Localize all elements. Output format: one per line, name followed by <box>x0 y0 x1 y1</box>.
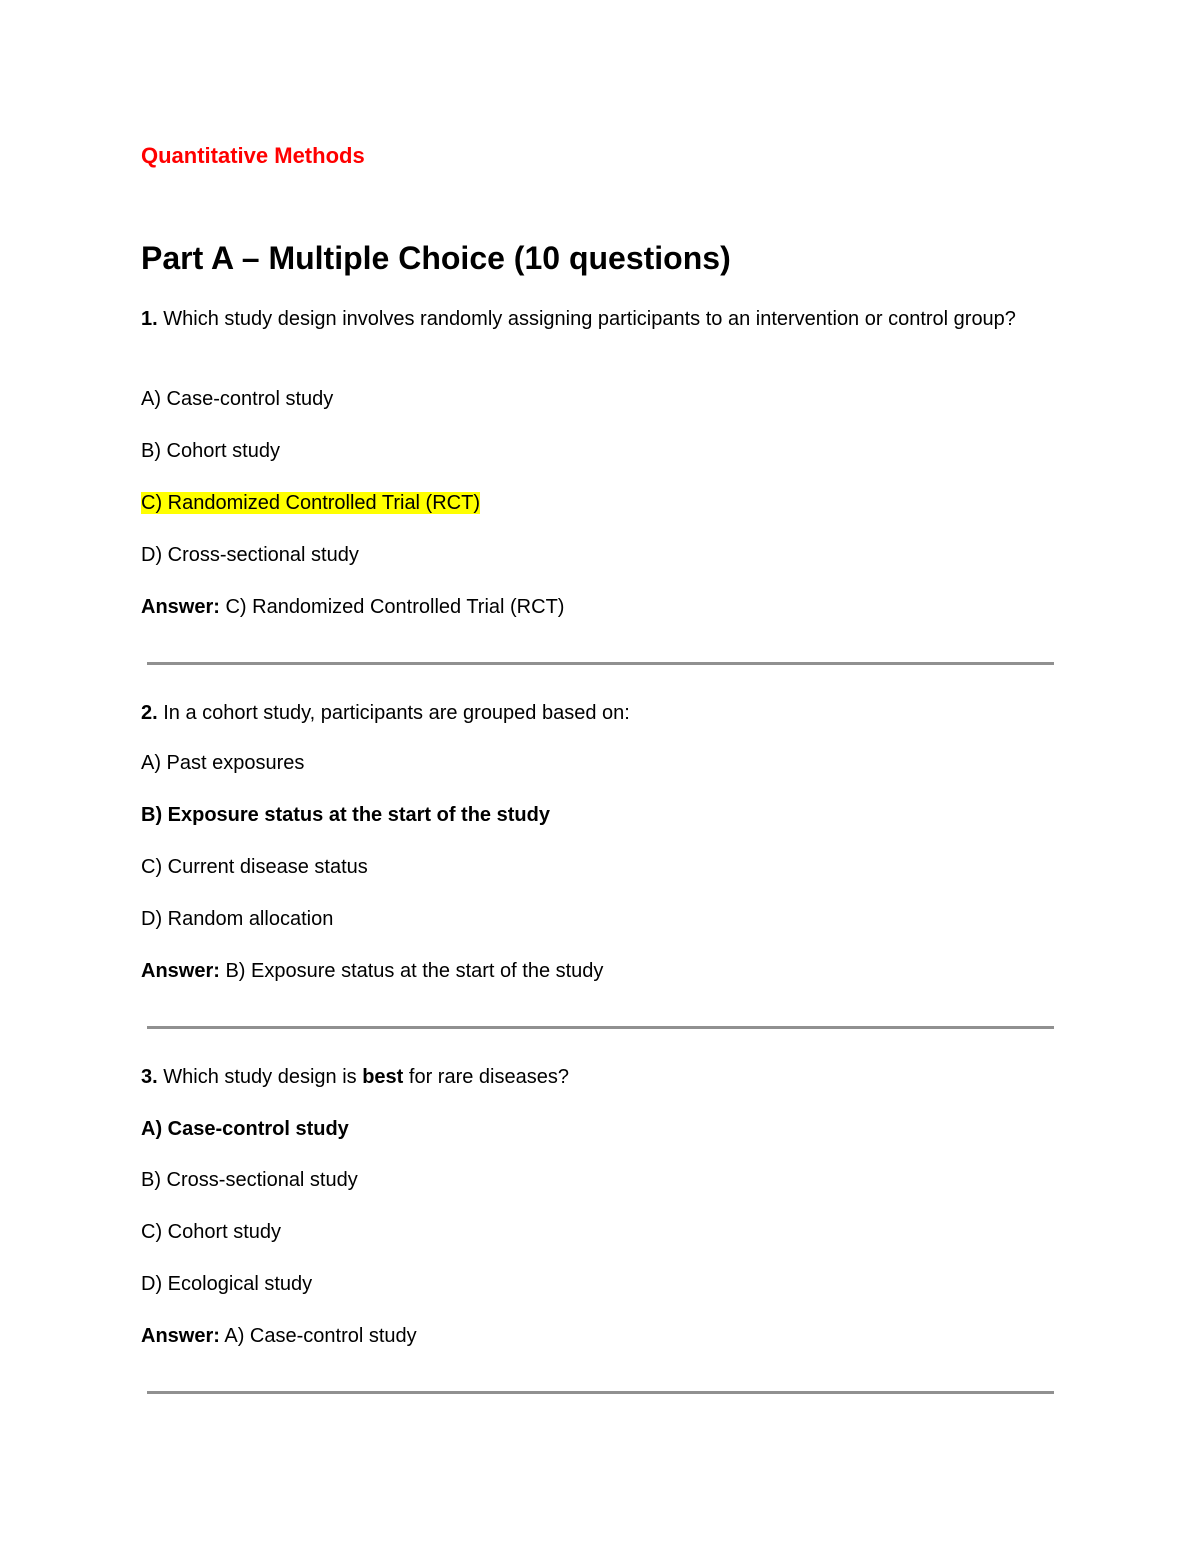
question-text-after: for rare diseases? <box>403 1066 569 1088</box>
question-2-option-a: A) Past exposures <box>141 752 305 774</box>
question-1-option-a: A) Case-control study <box>141 388 334 410</box>
question-number: 3. <box>141 1066 158 1088</box>
answer-text: B) Exposure status at the start of the study <box>219 960 604 982</box>
answer-text: A) Case-control study <box>219 1325 417 1347</box>
question-text: In a cohort study, participants are grouped based on: <box>157 702 630 724</box>
question-text-emphasis: best <box>362 1066 404 1088</box>
answer-text: C) Randomized Controlled Trial (RCT) <box>219 596 565 618</box>
question-3-option-d: D) Ecological study <box>141 1273 313 1295</box>
question-number: 2. <box>141 702 158 724</box>
question-2-stem <box>141 699 630 728</box>
question-2-option-b: B) Exposure status at the start of the study <box>141 804 550 826</box>
question-2-option-d: D) Random allocation <box>141 908 334 930</box>
question-3-option-b: B) Cross-sectional study <box>141 1169 358 1191</box>
question-3-answer <box>141 1322 417 1351</box>
question-1-option-c <box>141 489 480 518</box>
question-2-option-c: C) Current disease status <box>141 856 368 878</box>
document-title: Quantitative Methods <box>141 143 365 168</box>
question-3-stem <box>141 1063 569 1092</box>
question-1-stem <box>141 305 1041 334</box>
question-2-answer <box>141 957 603 986</box>
question-3-option-c: C) Cohort study <box>141 1221 282 1243</box>
part-heading: Part A – Multiple Choice (10 questions) <box>141 240 731 276</box>
question-number: 1. <box>141 308 158 330</box>
answer-label: Answer: <box>141 960 220 982</box>
question-1-option-b: B) Cohort study <box>141 440 280 462</box>
question-text-before: Which study design is <box>157 1066 363 1088</box>
answer-label: Answer: <box>141 596 220 618</box>
section-divider <box>147 1026 1054 1029</box>
section-divider <box>147 662 1054 665</box>
answer-label: Answer: <box>141 1325 220 1347</box>
question-text: Which study design involves randomly assigning participants to an intervention or control group? <box>157 308 1016 330</box>
question-1-option-d: D) Cross-sectional study <box>141 544 359 566</box>
question-1-answer <box>141 593 564 622</box>
highlighted-option: C) Randomized Controlled Trial (RCT) <box>141 492 480 514</box>
question-3-option-a: A) Case-control study <box>141 1118 349 1140</box>
section-divider <box>147 1391 1054 1394</box>
